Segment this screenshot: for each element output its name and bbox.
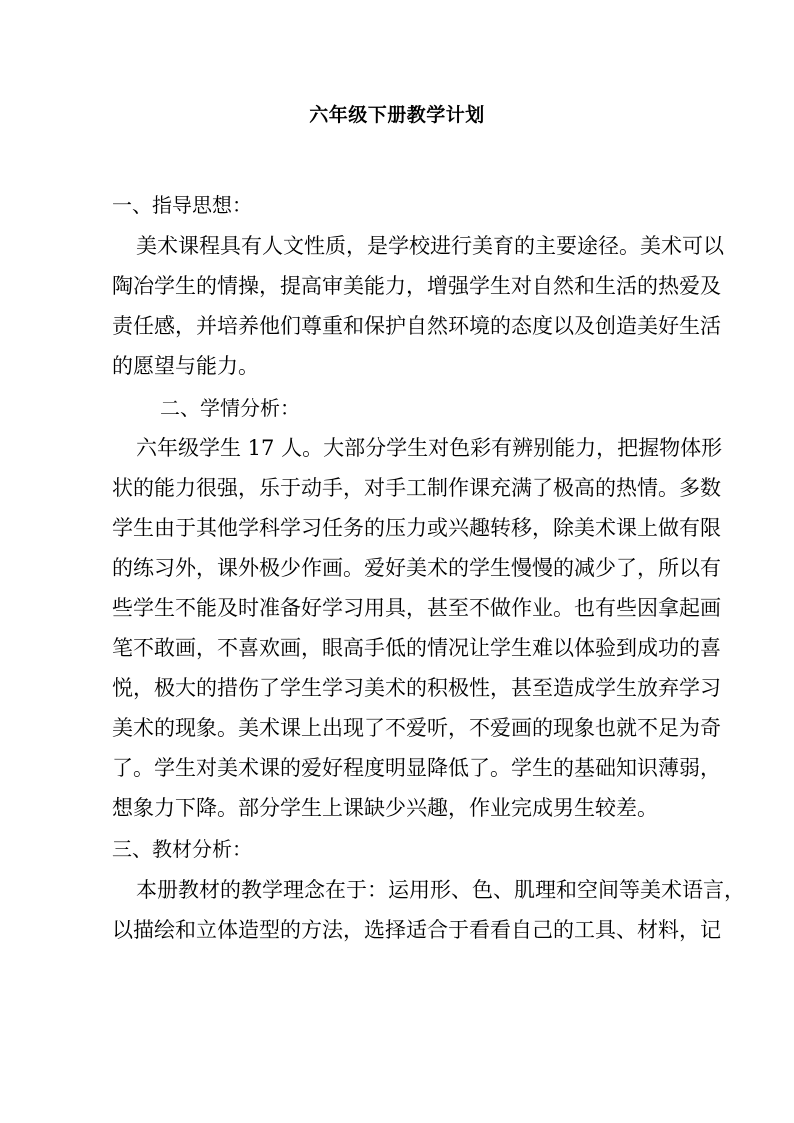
paragraph-line: 本册教材的教学理念在于：运用形、色、肌理和空间等美术语言， (136, 878, 745, 902)
paragraph-line: 学生由于其他学科学习任务的压力或兴趣转移，除美术课上做有限 (112, 516, 721, 540)
document-title: 六年级下册教学计划 (309, 104, 485, 126)
paragraph-line: 以描绘和立体造型的方法，选择适合于看看自己的工具、材料，记 (112, 918, 721, 942)
paragraph-line: 笔不敢画，不喜欢画，眼高手低的情况让学生难以体验到成功的喜 (112, 636, 721, 660)
paragraph-line: 美术课程具有人文性质，是学校进行美育的主要途径。美术可以 (136, 234, 724, 258)
paragraph-line: 责任感，并培养他们尊重和保护自然环境的态度以及创造美好生活 (112, 314, 721, 338)
paragraph-line: 陶冶学生的情操，提高审美能力，增强学生对自然和生活的热爱及 (112, 274, 721, 298)
paragraph-line: 些学生不能及时准备好学习用具，甚至不做作业。也有些因拿起画 (112, 596, 721, 620)
paragraph-line: 美术的现象。美术课上出现了不爱听，不爱画的现象也就不足为奇 (112, 716, 721, 740)
paragraph-line: 想象力下降。部分学生上课缺少兴趣，作业完成男生较差。 (112, 796, 658, 820)
paragraph-line: 的练习外，课外极少作画。爱好美术的学生慢慢的减少了，所以有 (112, 556, 721, 580)
section-heading-student-analysis: 二、学情分析： (160, 396, 300, 420)
paragraph-line: 了。学生对美术课的爱好程度明显降低了。学生的基础知识薄弱， (112, 756, 721, 780)
paragraph-line: 六年级学生 17 人。大部分学生对色彩有辨别能力，把握物体形 (136, 436, 723, 460)
paragraph-line: 的愿望与能力。 (112, 354, 259, 378)
paragraph-line: 状的能力很强，乐于动手，对手工制作课充满了极高的热情。多数 (112, 476, 721, 500)
section-heading-guiding-thought: 一、指导思想： (112, 193, 252, 217)
paragraph-line: 悦，极大的措伤了学生学习美术的积极性，甚至造成学生放弃学习 (112, 676, 721, 700)
section-heading-textbook-analysis: 三、教材分析： (112, 837, 252, 861)
